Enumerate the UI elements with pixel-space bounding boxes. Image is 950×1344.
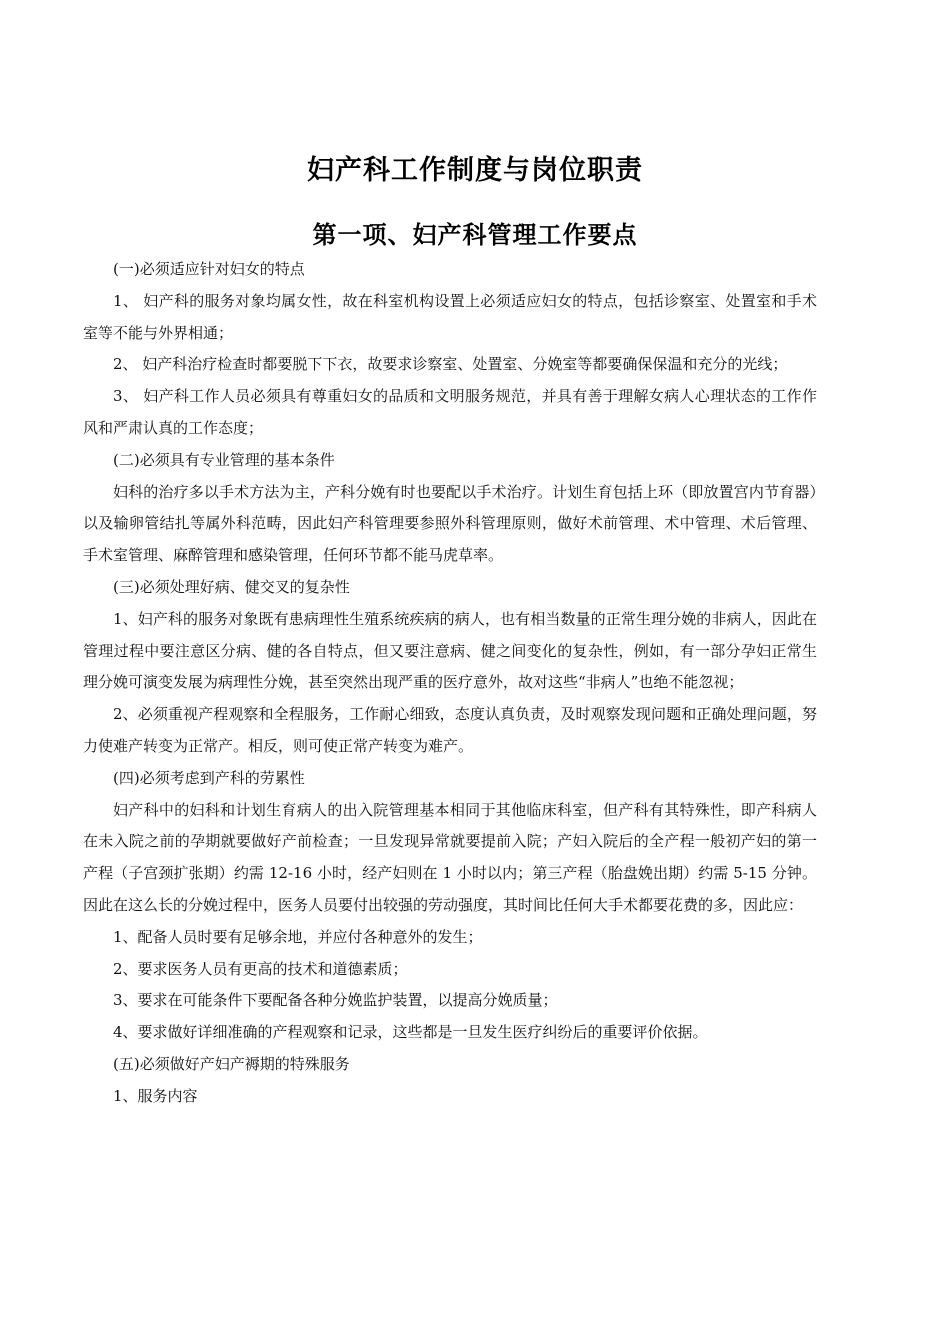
subsection-heading: (五)必须做好产妇产褥期的特殊服务: [113, 1054, 350, 1073]
list-item: 3、要求在可能条件下要配备各种分娩监护装置，以提高分娩质量；: [113, 991, 558, 1010]
subsection-heading: (二)必须具有专业管理的基本条件: [113, 450, 335, 469]
list-item: 1、服务内容: [113, 1086, 198, 1105]
body-paragraph: 妇产科中的妇科和计划生育病人的出入院管理基本相同于其他临床科室，但产科有其特殊性，即产科病人在未入院之前的孕期就要做好产前检查；一旦发现异常就要提前入院；产妇入院后的全产程一般初产妇的第一产程（子宫颈扩张期）约需 12-16 小时，经产妇则在 1 小时以内；第三产程（胎盘娩出期）约需 5-15 分钟。因此在这么长的分娩过程中，医务人员要付出较强的劳动强度，其时间比任何大手术都要花费的多，因此应：: [83, 800, 817, 914]
body-paragraph: 2、 妇产科治疗检查时都要脱下下衣，故要求诊察室、处置室、分娩室等都要确保保温和充分的光线；: [113, 355, 788, 374]
subsection-heading: (四)必须考虑到产科的劳累性: [113, 768, 305, 787]
body-paragraph: 3、 妇产科工作人员必须具有尊重妇女的品质和文明服务规范，并具有善于理解女病人心理状态的工作作风和严肃认真的工作态度；: [83, 387, 817, 437]
body-paragraph: 2、必须重视产程观察和全程服务，工作耐心细致，态度认真负责，及时观察发现问题和正确处理问题，努力使难产转变为正常产。相反，则可使正常产转变为难产。: [83, 705, 817, 755]
list-item: 4、要求做好详细准确的产程观察和记录，这些都是一旦发生医疗纠纷后的重要评价依据。: [113, 1023, 708, 1042]
document-title: 妇产科工作制度与岗位职责: [307, 155, 643, 186]
section-heading: 第一项、妇产科管理工作要点: [312, 221, 638, 249]
subsection-heading: (三)必须处理好病、健交叉的复杂性: [113, 577, 350, 596]
body-paragraph: 1、 妇产科的服务对象均属女性，故在科室机构设置上必须适应妇女的特点，包括诊察室、处置室和手术室等不能与外界相通；: [83, 291, 817, 342]
list-item: 1、配备人员时要有足够余地，并应付各种意外的发生；: [113, 927, 483, 946]
document-body: [83, 254, 817, 1113]
body-paragraph: 1、妇产科的服务对象既有患病理性生殖系统疾病的病人，也有相当数量的正常生理分娩的非病人，因此在管理过程中要注意区分病、健的各自特点，但又要注意病、健之间变化的复杂性，例如，有一部分孕妇正常生理分娩可演变发展为病理性分娩，甚至突然出现严重的医疗意外，故对这些“非病人”也绝不能忽视；: [83, 609, 817, 692]
subsection-heading: (一)必须适应针对妇女的特点: [113, 260, 305, 278]
body-paragraph: 妇科的治疗多以手术方法为主，产科分娩有时也要配以手术治疗。计划生育包括上环（即放置宫内节育器）以及输卵管结扎等属外科范畴，因此妇产科管理要参照外科管理原则，做好术前管理、术中管理、术后管理、手术室管理、麻醉管理和感染管理，任何环节都不能马虎草率。: [83, 482, 817, 565]
list-item: 2、要求医务人员有更高的技术和道德素质；: [113, 959, 408, 978]
